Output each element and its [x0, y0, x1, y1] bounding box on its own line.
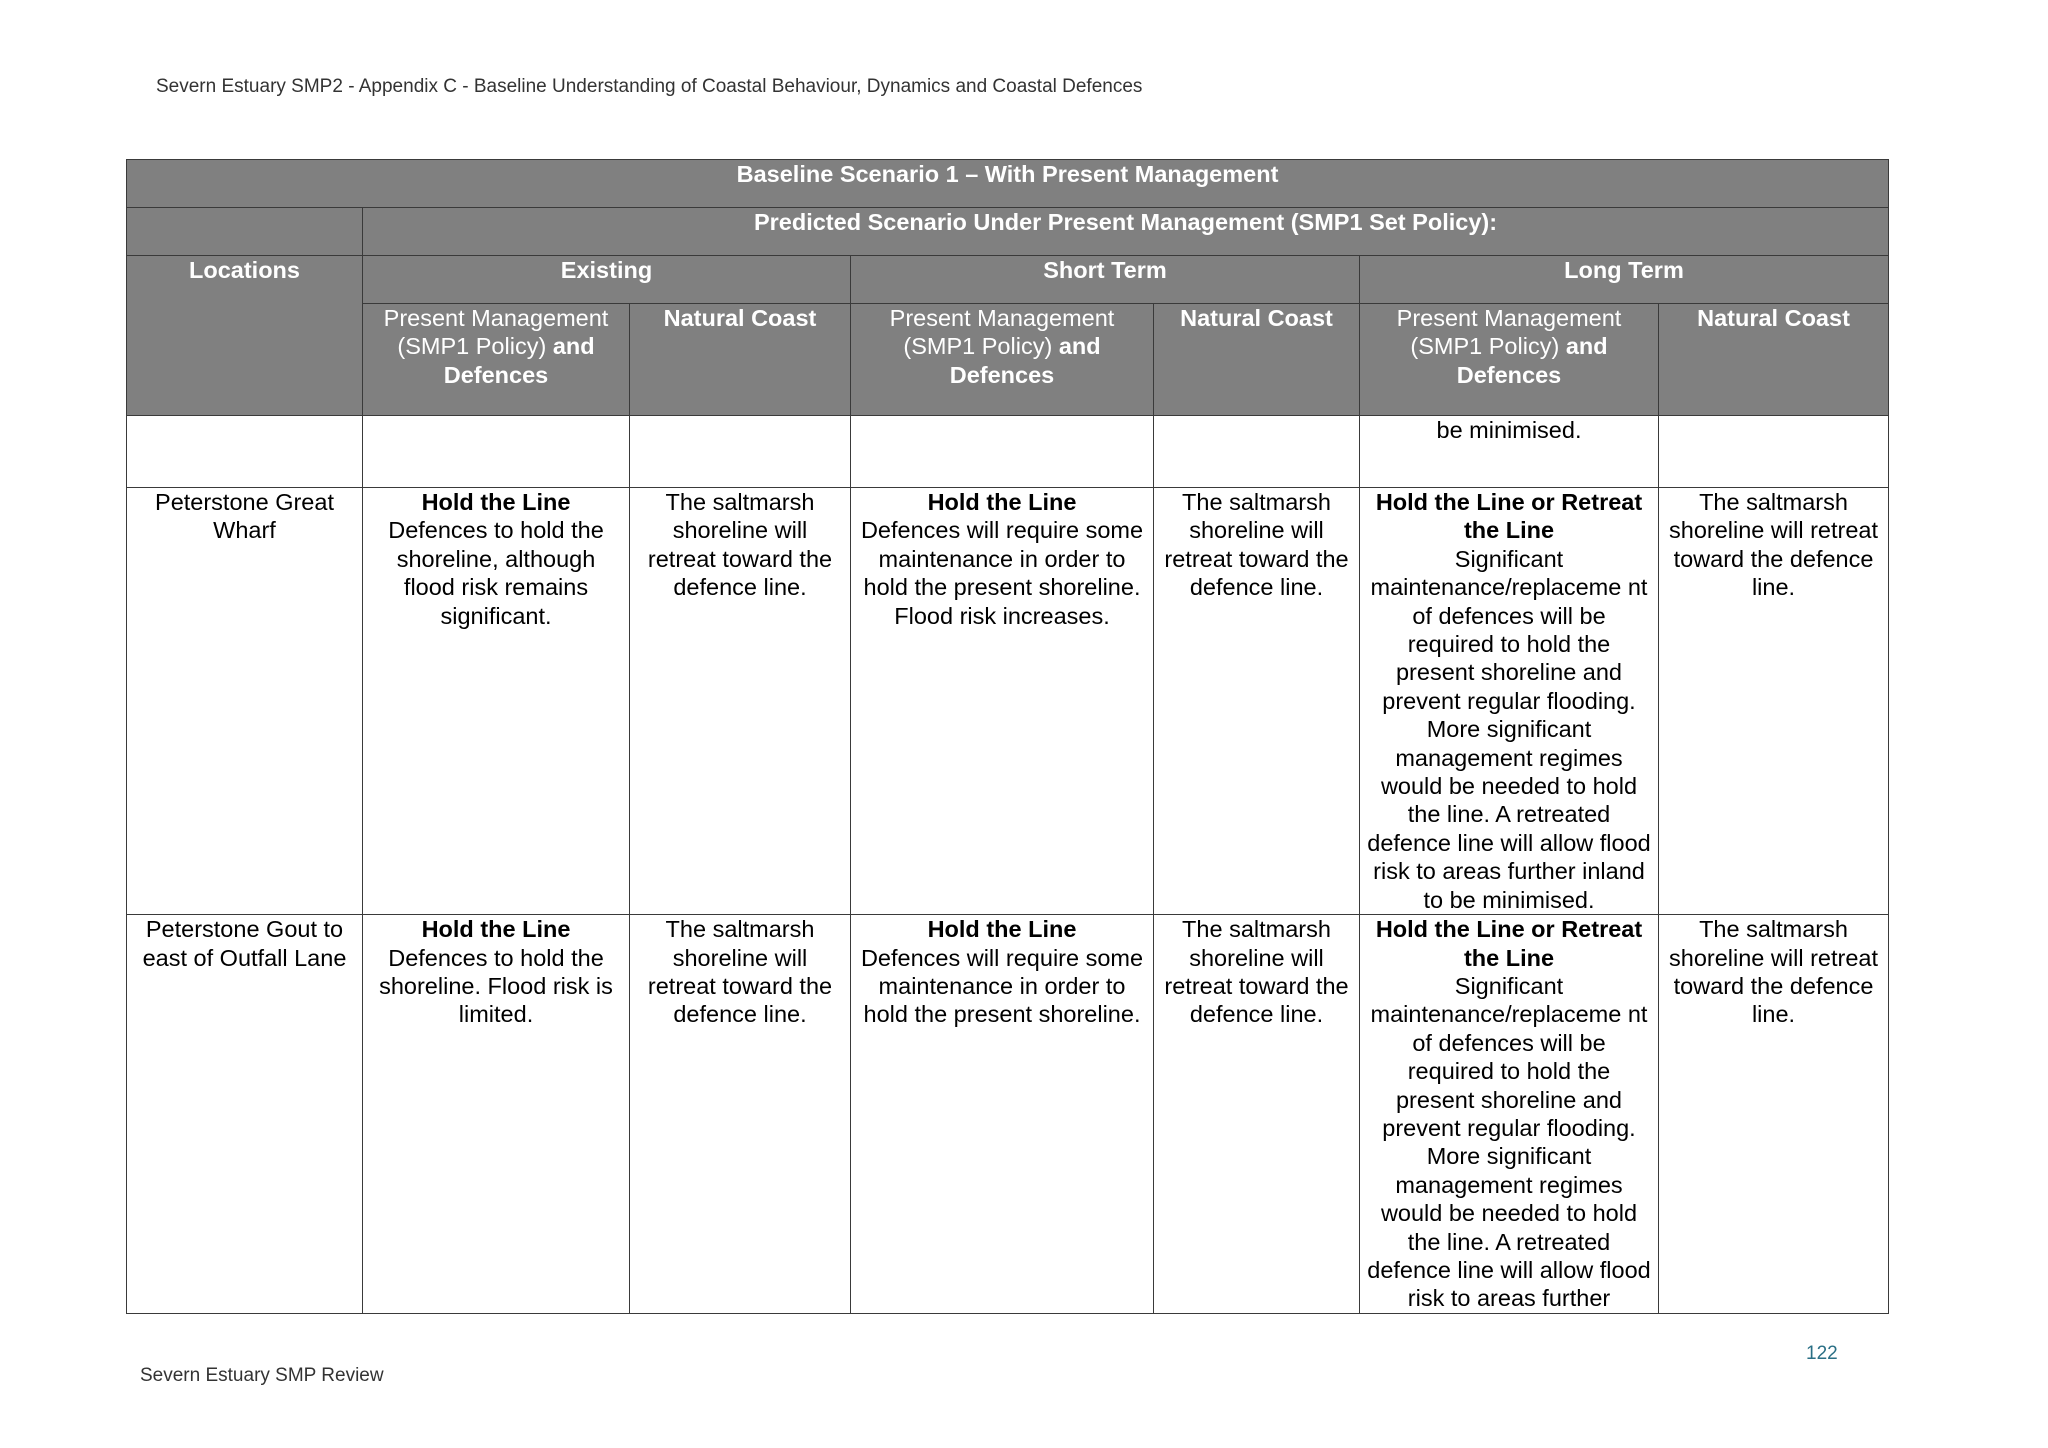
term-long-header: Long Term	[1360, 256, 1889, 304]
existing-nc-cell: The saltmarsh shoreline will retreat toward the defence line.	[630, 915, 851, 1314]
baseline-scenario-table	[126, 159, 1889, 1314]
existing-nc-cell	[630, 416, 851, 488]
short-present-management-header	[851, 304, 1154, 416]
table-row	[127, 915, 1889, 1314]
pm-prefix: Present Management (SMP1 Policy)	[1396, 305, 1622, 360]
locations-header: Locations	[127, 256, 363, 416]
location-cell: Peterstone Great Wharf	[127, 488, 363, 915]
long-nc-cell: The saltmarsh shoreline will retreat toward the defence line.	[1659, 915, 1889, 1314]
policy-text: Defences to hold the shoreline. Flood risk is limited.	[379, 944, 613, 1028]
header-blank-cell	[127, 208, 363, 256]
table-row-continuation	[127, 416, 1889, 488]
short-nc-cell	[1154, 416, 1360, 488]
location-cell	[127, 416, 363, 488]
pm-prefix: Present Management (SMP1 Policy)	[889, 305, 1115, 360]
pm-suffix: and Defences	[1456, 333, 1608, 388]
page-number: 122	[1806, 1343, 1838, 1364]
table-title: Baseline Scenario 1 – With Present Management	[127, 160, 1889, 208]
existing-pm-cell	[363, 416, 630, 488]
long-pm-cell	[1360, 915, 1659, 1314]
policy-text: Defences will require some maintenance in order to hold the present shoreline. Flood risk increases.	[860, 517, 1144, 629]
location-cell: Peterstone Gout to east of Outfall Lane	[127, 915, 363, 1314]
long-present-management-header	[1360, 304, 1659, 416]
policy-text: Significant maintenance/replaceme nt of defences will be required to hold the present shoreline and prevent regular flooding. More significant management regimes would be needed to hold the line. A retreated defence line will allow flood risk to areas further inland to be minimised.	[1367, 545, 1651, 913]
term-existing-header: Existing	[363, 256, 851, 304]
policy-heading: Hold the Line or Retreat the Line	[1375, 916, 1643, 971]
policy-heading: Hold the Line	[421, 489, 571, 515]
policy-text: Significant maintenance/replaceme nt of defences will be required to hold the present shoreline and prevent regular flooding. More significant management regimes would be needed to hold the line. A retreated defence line will allow flood risk to areas further	[1367, 972, 1651, 1312]
policy-heading: Hold the Line or Retreat the Line	[1375, 489, 1643, 544]
long-pm-cell: be minimised.	[1360, 416, 1659, 488]
long-nc-cell	[1659, 416, 1889, 488]
pm-suffix: and Defences	[949, 333, 1101, 388]
policy-text: Defences will require some maintenance in order to hold the present shoreline.	[860, 944, 1144, 1028]
predicted-scenario-header: Predicted Scenario Under Present Management (SMP1 Set Policy):	[363, 208, 1889, 256]
existing-pm-cell	[363, 488, 630, 915]
long-natural-coast-header: Natural Coast	[1659, 304, 1889, 416]
running-header: Severn Estuary SMP2 - Appendix C - Baseline Understanding of Coastal Behaviour, Dynamics and Coastal Defences	[156, 76, 1143, 97]
policy-heading: Hold the Line	[927, 916, 1077, 943]
table-row	[127, 488, 1889, 915]
running-footer: Severn Estuary SMP Review	[140, 1365, 384, 1386]
policy-heading: Hold the Line	[927, 489, 1077, 515]
short-pm-cell	[851, 416, 1154, 488]
policy-heading: Hold the Line	[421, 916, 571, 943]
short-pm-cell	[851, 915, 1154, 1314]
existing-natural-coast-header: Natural Coast	[630, 304, 851, 416]
existing-pm-cell	[363, 915, 630, 1314]
policy-text: Defences to hold the shoreline, although flood risk remains significant.	[388, 517, 604, 629]
existing-nc-cell: The saltmarsh shoreline will retreat toward the defence line.	[630, 488, 851, 915]
long-nc-cell: The saltmarsh shoreline will retreat toward the defence line.	[1659, 488, 1889, 915]
long-pm-cell	[1360, 488, 1659, 915]
term-short-header: Short Term	[851, 256, 1360, 304]
pm-suffix: and Defences	[443, 333, 595, 388]
existing-present-management-header	[363, 304, 630, 416]
short-nc-cell: The saltmarsh shoreline will retreat toward the defence line.	[1154, 488, 1360, 915]
short-nc-cell: The saltmarsh shoreline will retreat toward the defence line.	[1154, 915, 1360, 1314]
short-natural-coast-header: Natural Coast	[1154, 304, 1360, 416]
pm-prefix: Present Management (SMP1 Policy)	[383, 305, 609, 360]
short-pm-cell	[851, 488, 1154, 915]
